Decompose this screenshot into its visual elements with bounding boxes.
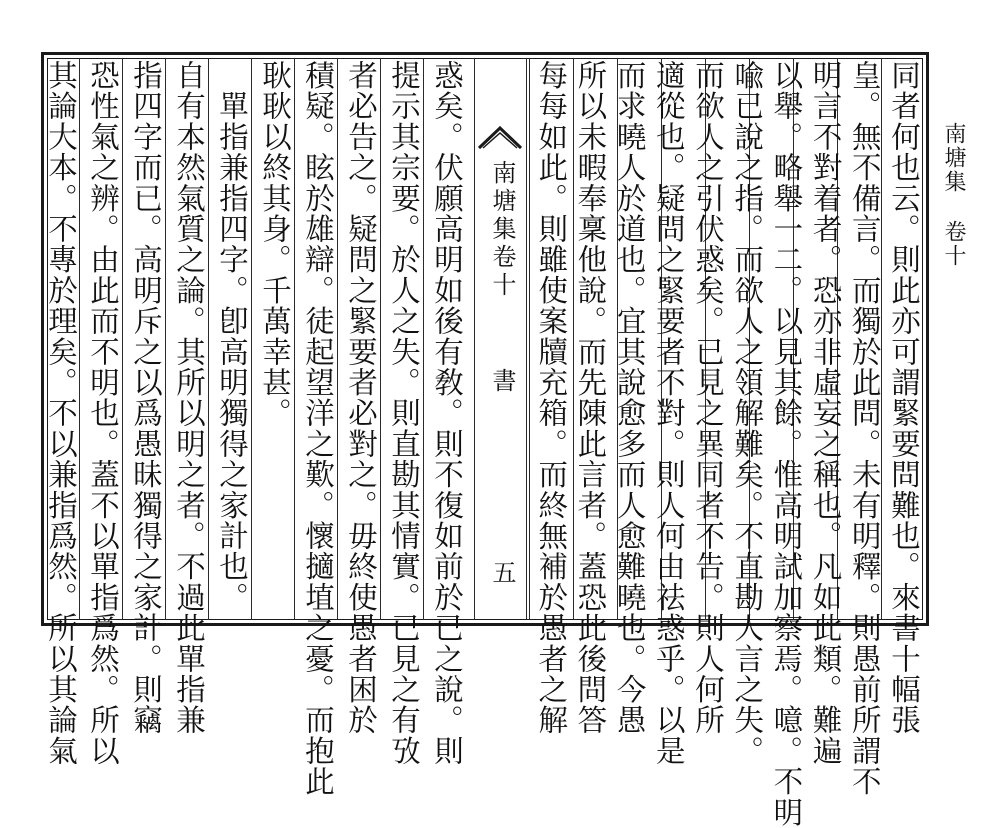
center-page-number: 五 bbox=[488, 560, 516, 584]
column-rule bbox=[337, 58, 338, 620]
column-rule bbox=[122, 58, 123, 620]
fishtail-mark-icon bbox=[477, 120, 523, 150]
running-header bbox=[942, 122, 964, 268]
column-rule bbox=[423, 58, 424, 620]
column-rule bbox=[294, 58, 295, 620]
text-column-l7: 自有本然氣質之論。其所以明之者。不過此單指兼 bbox=[172, 60, 206, 736]
text-column-l3: 者必告之。疑問之緊要者必對之。毋終使愚者困於 bbox=[344, 60, 378, 736]
text-column-r7: 適從也。疑問之緊要者不對。則人何由祛惑乎。以是 bbox=[651, 60, 686, 767]
text-column-r4: 以舉。略舉一二。以見其餘。惟高明試加察焉。噫。不明 bbox=[769, 60, 804, 828]
text-column-l8: 指四字而已。高明斥之以爲愚昧獨得之家計。則竊 bbox=[129, 60, 163, 736]
text-column-l2: 提示其宗要。於人之失。則直勘其情實。已見之有攷 bbox=[387, 60, 421, 767]
text-column-l9: 恐性氣之辨。由此而不明也。蓋不以單指爲然。所以 bbox=[86, 60, 120, 767]
text-column-r10: 每每如此。則雖使案牘充箱。而終無補於愚者之解 bbox=[534, 60, 569, 736]
column-rule bbox=[380, 58, 381, 620]
header-book-title: 南塘集 bbox=[941, 122, 966, 194]
column-rule bbox=[208, 58, 209, 620]
text-column-r6: 而欲人之引伏惑矣。已見之異同者不告。則人何所 bbox=[691, 60, 725, 736]
text-column-r8: 而求曉人於道也。宜其說愈多而人愈難曉也。今愚 bbox=[612, 60, 647, 736]
column-rule bbox=[165, 58, 166, 620]
header-volume: 卷十 bbox=[941, 220, 966, 268]
center-rule-left bbox=[474, 58, 475, 620]
text-column-l5: 耿耿以終其身。千萬幸甚。 bbox=[258, 60, 292, 429]
text-column-l1: 惑矣。伏願高明如後有敎。則不復如前於已之說。則 bbox=[430, 60, 464, 767]
text-column-l6: 單指兼指四字。卽高明獨得之家計也。 bbox=[215, 60, 249, 613]
center-rule-right bbox=[526, 58, 527, 620]
text-column-l4: 積疑。眩於雄辯。徒起望洋之歎。懷擿埴之憂。而抱此 bbox=[301, 60, 335, 797]
text-column-r3: 明言不對着者。恐亦非虛妄之稱也。凡如此類。難遍 bbox=[808, 60, 843, 767]
text-column-r1: 同者何也云。則此亦可謂緊要問難也。來書十幅張 bbox=[887, 60, 921, 736]
text-column-l10: 其論大本。不專於理矣。不以兼指爲然。所以其論氣 bbox=[44, 60, 78, 767]
text-column-r2: 皇。無不備言。而獨於此問。未有明釋。則愚前所謂不 bbox=[847, 60, 882, 797]
text-column-r9: 所以未暇奉稟他說。而先陳此言者。蓋恐此後問答 bbox=[573, 60, 608, 736]
column-rule bbox=[529, 58, 530, 620]
column-rule bbox=[251, 58, 252, 620]
center-section-label: 書 bbox=[488, 368, 516, 392]
text-column-r5: 喩已說之指。而欲人之領解難矣。不直勘人言之失。 bbox=[730, 60, 765, 767]
center-title: 南塘集卷十 bbox=[488, 160, 516, 300]
